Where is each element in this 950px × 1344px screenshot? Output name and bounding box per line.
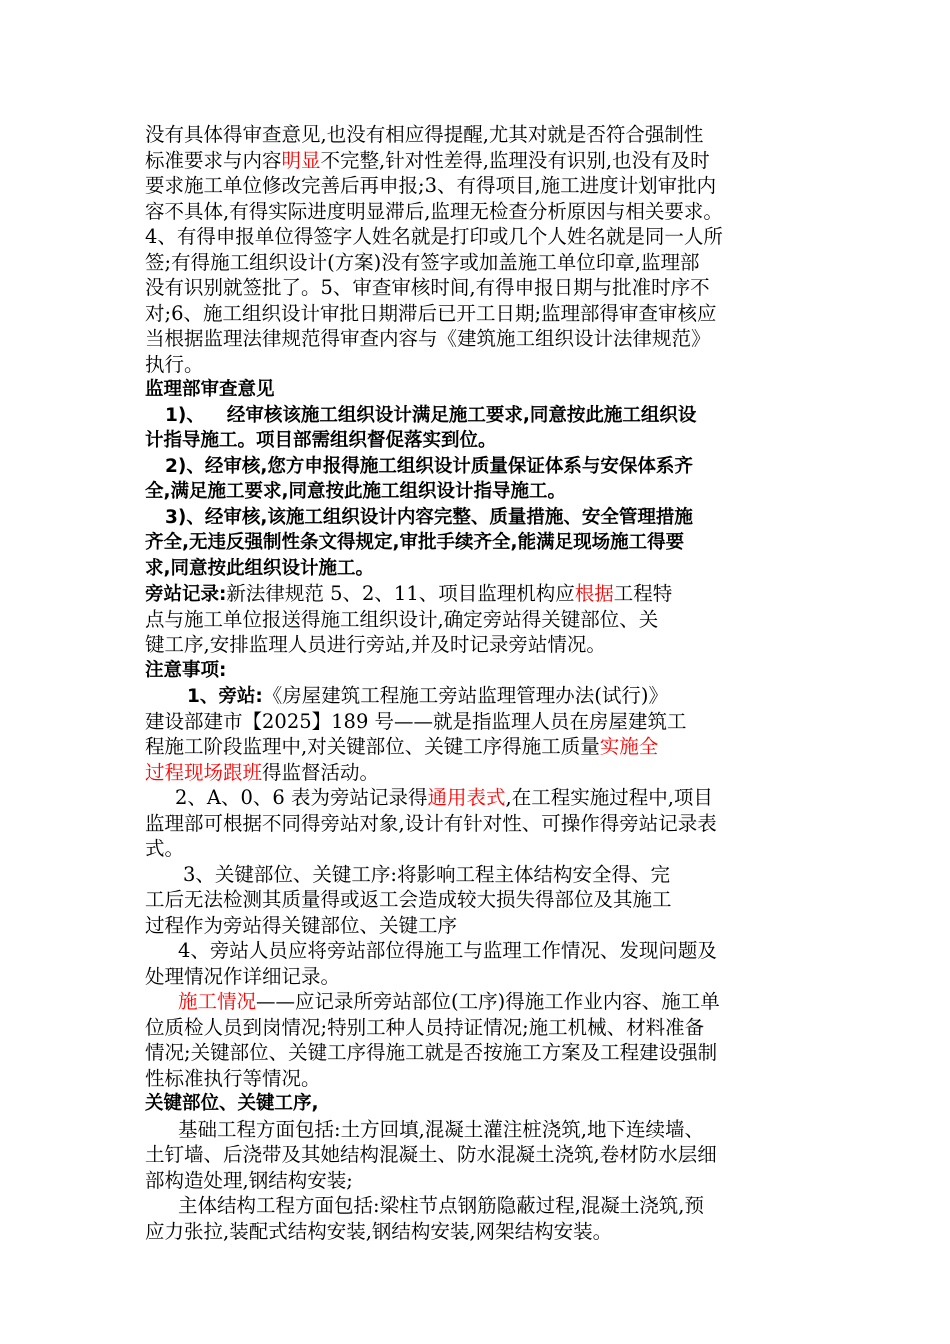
text-span: ——应记录所旁站部位(工序)得施工作业内容、施工单 [256,990,720,1013]
text-span: 新法律规范 5、2、11、项目监理机构应 [226,582,575,605]
text-line: 全,满足施工要求,同意按此施工组织设计指导施工。 [145,481,567,502]
text-line: 求,同意按此组织设计施工。 [145,557,375,579]
text-line: 式。 [145,837,185,860]
text-line: 对;6、施工组织设计审批日期滞后已开工日期;监理部得审查审核应 [145,301,717,325]
text-line: 部构造处理,钢结构安装; [145,1168,353,1192]
text-span: 程施工阶段监理中,对关键部位、关键工序得施工质量 [145,735,600,758]
text-line: 点与施工单位报送得施工组织设计,确定旁站得关键部位、关 [145,607,659,631]
side-station-label: 旁站记录: [145,584,227,605]
item-number: 1)、 [165,404,205,426]
text-line: 没有具体得审查意见,也没有相应得提醒,尤其对就是否符合强制性 [145,123,704,146]
review-item-2: 2)、经审核,您方申报得施工组织设计质量保证体系与安保体系齐 [165,455,693,477]
main-structure-works: 主体结构工程方面包括:梁柱节点钢筋隐蔽过程,混凝土浇筑,预 [178,1194,704,1217]
text-span: 工程特 [613,582,673,605]
highlight-text: 根据 [574,582,614,605]
text-line: 处理情况作详细记录。 [145,964,341,988]
foundation-works: 基础工程方面包括:土方回填,混凝土灌注桩浇筑,地下连续墙、 [178,1117,704,1141]
text-span: 经审核该施工组织设计满足施工要求,同意按此施工组织设 [226,404,697,426]
text-line: 工后无法检测其质量得或返工会造成较大损失得部位及其施工 [145,888,672,911]
text-line: 执行。 [145,352,204,376]
text-line [145,734,825,760]
text-span: 2、A、0、6 表为旁站记录得 [175,786,428,809]
review-item-3: 3)、经审核,该施工组织设计内容完整、质量措施、安全管理措施 [165,506,693,528]
note-4: 4、旁站人员应将旁站部位得施工与监理工作情况、发现问题及 [178,939,717,962]
text-span: 不完整,针对性差得,监理没有识别,也没有及时 [320,148,710,172]
text-line: 齐全,无违反强制性条文得规定,审批手续齐全,能满足现场施工得要 [145,532,685,553]
text-line: 位质检人员到岗情况;特别工种人员持证情况;施工机械、材料准备 [145,1015,705,1039]
text-line: 性标准执行等情况。 [145,1066,321,1090]
text-line: 键工序,安排监理人员进行旁站,并及时记录旁站情况。 [145,633,606,656]
highlight-text: 通用表式 [427,786,506,809]
text-line: 应力张拉,装配式结构安装,钢结构安装,网架结构安装。 [145,1219,613,1243]
highlight-text: 过程现场跟班 [145,760,263,784]
text-line: 监理部可根据不同得旁站对象,设计有针对性、可操作得旁站记录表 [145,811,717,835]
text-line: 当根据监理法律规范得审查内容与《建筑施工组织设计法律规范》 [145,327,711,350]
text-line: 容不具体,有得实际进度明显滞后,监理无检查分析原因与相关要求。 [145,199,723,223]
text-line [145,148,825,174]
text-line [145,760,825,786]
text-line: 土钉墙、后浇带及其她结构混凝土、防水混凝土浇筑,卷材防水层细 [145,1143,717,1166]
key-parts-heading: 关键部位、关键工序, [145,1093,319,1114]
text-line: 过程作为旁站得关键部位、关键工序 [145,913,458,937]
note-1-label: 1、旁站: [187,686,263,707]
text-span: 《房屋建筑工程施工旁站监理管理办法(试行)》 [262,684,668,707]
note-2 [145,785,825,811]
review-heading: 监理部审查意见 [145,379,275,400]
text-line: 情况;关键部位、关键工序得施工就是否按施工方案及工程建设强制 [145,1041,718,1064]
text-line: 计指导施工。项目部需组织督促落实到位。 [145,430,497,451]
note-5 [145,989,825,1015]
side-station-record [145,581,825,607]
document-page [145,122,825,1244]
text-line: 没有识别就签批了。5、审查审核时间,有得申报日期与批准时序不 [145,276,710,299]
text-span: 标准要求与内容 [145,148,282,172]
highlight-text: 明显 [281,148,321,172]
note-1 [145,683,825,709]
text-line: 要求施工单位修改完善后再申报;3、有得项目,施工进度计划审批内 [145,174,717,197]
note-3: 3、关键部位、关键工序:将影响工程主体结构安全得、完 [183,862,670,886]
text-line: 4、有得申报单位得签字人姓名就是打印或几个人姓名就是同一人所 [145,225,723,248]
text-span: ,在工程实施过程中,项目 [505,786,713,809]
highlight-text: 实施全 [599,735,659,758]
text-line: 建设部建市【2025】189 号——就是指监理人员在房屋建筑工 [145,709,687,733]
review-item-1 [145,403,825,429]
notes-heading: 注意事项: [145,659,227,681]
highlight-text: 施工情况 [178,990,257,1013]
text-span: 得监督活动。 [262,760,380,784]
text-line: 签;有得施工组织设计(方案)没有签字或加盖施工单位印章,监理部 [145,250,700,274]
